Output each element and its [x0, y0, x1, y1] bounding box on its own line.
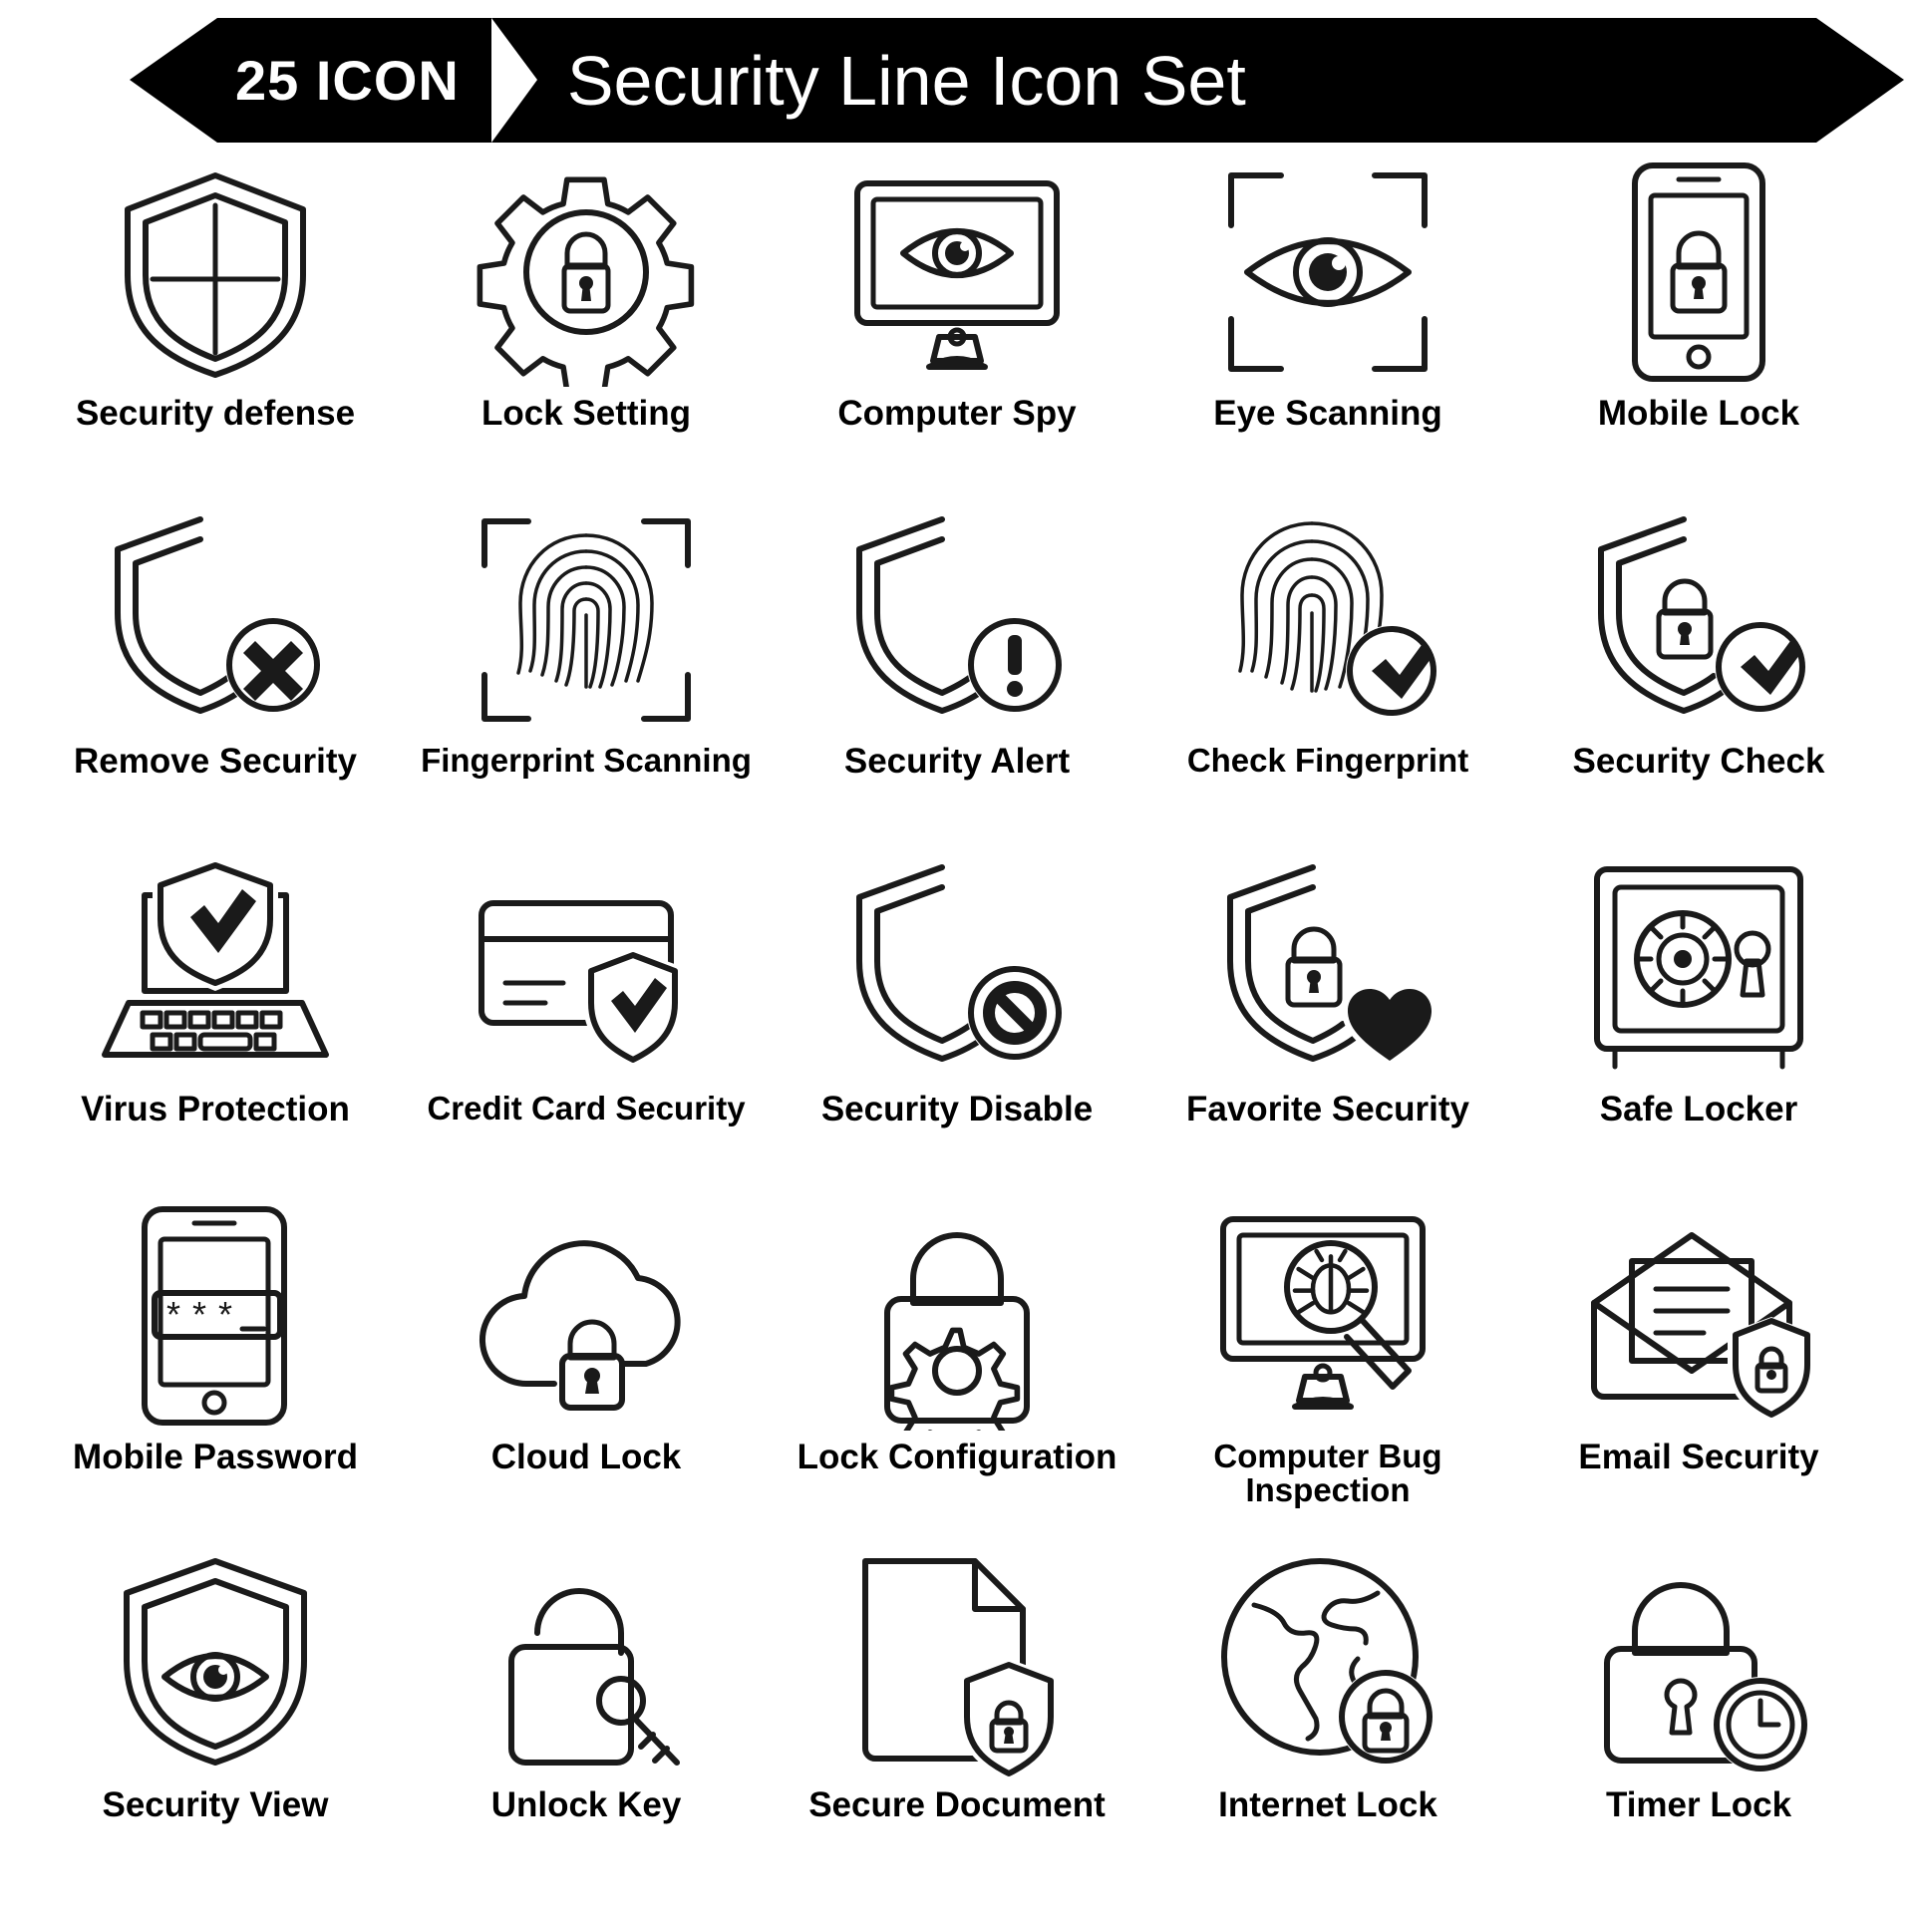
fingerprint-scan-icon	[467, 500, 706, 740]
icon-label: Fingerprint Scanning	[421, 742, 752, 779]
icon-cell[interactable]	[1513, 153, 1884, 500]
icon-label: Security Disable	[820, 1090, 1094, 1128]
icon-cell[interactable]	[30, 1544, 401, 1892]
gear-lock-icon	[472, 153, 701, 392]
icon-label: Virus Protection	[81, 1090, 350, 1128]
fingerprint-check-icon	[1208, 500, 1447, 740]
icon-label: Security defense	[75, 394, 356, 433]
unlock-key-icon	[481, 1544, 691, 1783]
icon-cell[interactable]	[1142, 153, 1513, 500]
icon-label: Secure Document	[808, 1785, 1106, 1824]
safe-box-icon	[1579, 848, 1818, 1088]
banner-title-bar	[493, 18, 1816, 143]
shield-heart-lock-icon	[1208, 848, 1447, 1088]
lock-gear-icon	[857, 1196, 1057, 1436]
laptop-shield-check-icon	[91, 848, 340, 1088]
icon-set-page	[0, 18, 1914, 1932]
icon-label: Safe Locker	[1599, 1090, 1798, 1128]
icon-label: Unlock Key	[490, 1785, 682, 1824]
icon-cell[interactable]	[30, 153, 401, 500]
icon-cell[interactable]	[1513, 1196, 1884, 1544]
icon-label: Security View	[102, 1785, 329, 1824]
icon-label: Lock Configuration	[797, 1438, 1117, 1476]
cloud-lock-icon	[467, 1196, 706, 1436]
banner-right-arrow	[1816, 18, 1904, 143]
icon-cell[interactable]	[401, 500, 772, 848]
eye-scan-frame-icon	[1213, 153, 1442, 392]
email-shield-lock-icon	[1574, 1196, 1823, 1436]
icon-cell[interactable]	[30, 1196, 401, 1544]
icon-cell[interactable]	[772, 1196, 1142, 1544]
shield-check-icon	[1579, 500, 1818, 740]
icon-cell[interactable]	[401, 153, 772, 500]
shield-eye-icon	[101, 1544, 330, 1783]
globe-lock-icon	[1208, 1544, 1447, 1783]
lock-clock-icon	[1579, 1544, 1818, 1783]
icon-label: Computer Spy	[837, 394, 1077, 433]
banner-left-arrow	[130, 18, 217, 143]
shield-exclamation-icon	[837, 500, 1077, 740]
icon-label: Security Check	[1572, 742, 1825, 781]
icon-label: Credit Card Security	[427, 1090, 746, 1127]
icon-cell[interactable]	[772, 1544, 1142, 1892]
page-title: Security Line Icon Set	[566, 41, 1246, 120]
icon-label: Timer Lock	[1605, 1785, 1792, 1824]
icon-cell[interactable]	[401, 1196, 772, 1544]
icon-cell[interactable]	[30, 500, 401, 848]
icon-label: Eye Scanning	[1213, 394, 1442, 433]
icon-label: Remove Security	[73, 742, 358, 781]
icon-label: Check Fingerprint	[1186, 742, 1469, 779]
svg-text:*: *	[218, 1294, 233, 1335]
icon-label: Mobile Password	[73, 1438, 358, 1476]
icon-count-label: 25 ICON	[235, 48, 460, 112]
icon-label: Favorite Security	[1186, 1090, 1469, 1128]
icon-cell[interactable]	[401, 848, 772, 1196]
icon-cell[interactable]	[401, 1544, 772, 1892]
icon-label: Computer Bug Inspection	[1213, 1438, 1442, 1508]
icon-label: Internet Lock	[1218, 1785, 1437, 1824]
icon-cell[interactable]	[772, 153, 1142, 500]
banner-chevron-icon	[491, 18, 537, 143]
icon-count-badge	[217, 18, 493, 143]
icon-cell[interactable]	[772, 848, 1142, 1196]
icon-cell[interactable]	[1142, 500, 1513, 848]
monitor-eye-icon	[837, 153, 1077, 392]
mobile-lock-icon	[1609, 153, 1788, 392]
document-shield-icon	[837, 1544, 1077, 1783]
icon-grid	[30, 153, 1884, 1892]
shield-block-icon	[837, 848, 1077, 1088]
icon-cell[interactable]	[1513, 1544, 1884, 1892]
icon-label: Cloud Lock	[490, 1438, 682, 1476]
monitor-bug-magnifier-icon	[1203, 1196, 1452, 1436]
credit-card-shield-icon	[462, 848, 711, 1088]
icon-label: Email Security	[1578, 1438, 1819, 1476]
header-banner	[0, 18, 1914, 143]
icon-cell[interactable]	[1142, 848, 1513, 1196]
icon-cell[interactable]	[1142, 1196, 1513, 1544]
icon-cell[interactable]	[1142, 1544, 1513, 1892]
svg-text:*: *	[192, 1294, 207, 1335]
icon-cell[interactable]	[772, 500, 1142, 848]
icon-cell[interactable]	[1513, 500, 1884, 848]
svg-text:*: *	[166, 1294, 181, 1335]
icon-label: Security Alert	[843, 742, 1071, 781]
shield-x-icon	[96, 500, 335, 740]
mobile-password-icon	[121, 1196, 310, 1436]
shield-cross-icon	[101, 153, 330, 392]
icon-cell[interactable]	[30, 848, 401, 1196]
icon-label: Lock Setting	[480, 394, 692, 433]
icon-cell[interactable]	[1513, 848, 1884, 1196]
icon-label: Mobile Lock	[1597, 394, 1800, 433]
